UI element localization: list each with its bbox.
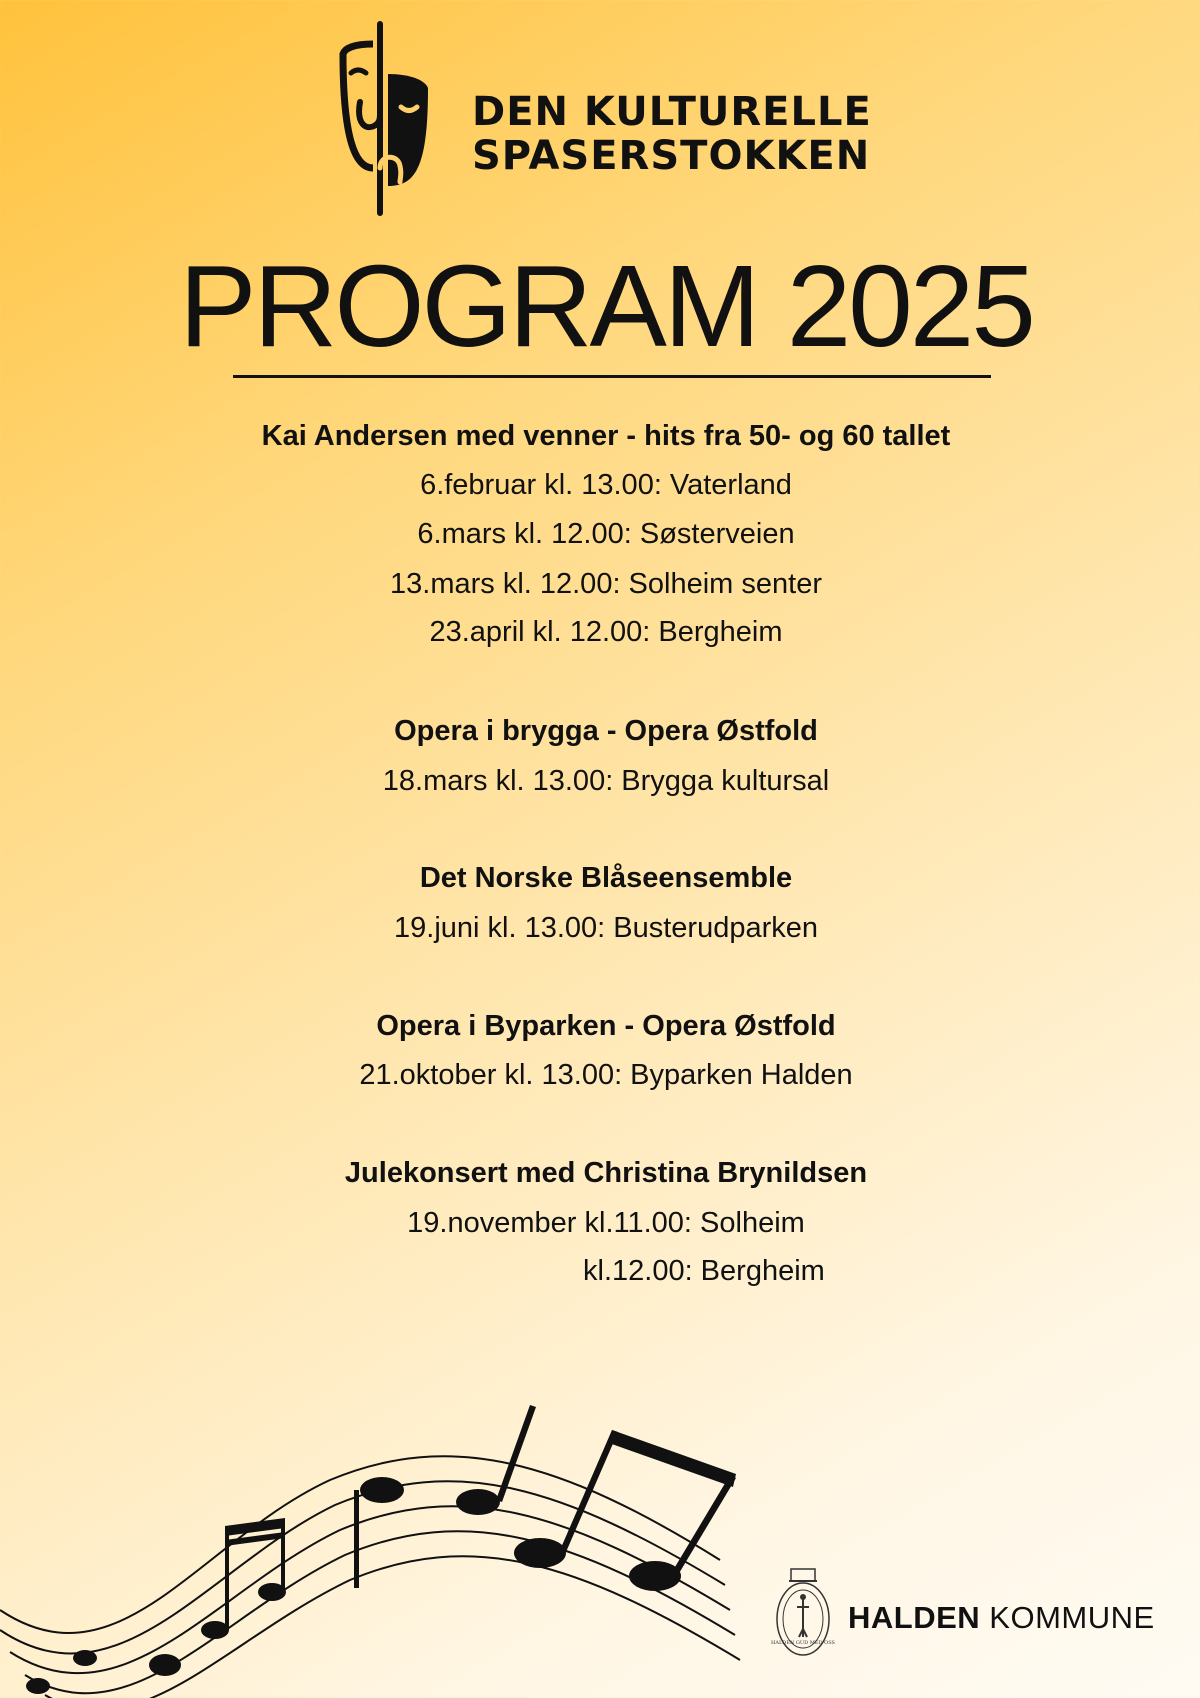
event-date: 6.mars kl. 12.00: Søsterveien [417,518,795,550]
event-date: kl.12.00: Bergheim [583,1255,825,1287]
event-date: 19.juni kl. 13.00: Busterudparken [394,912,818,944]
music-notes-decoration-icon [0,1390,760,1698]
event-date: 23.april kl. 12.00: Bergheim [429,616,783,648]
event-date: 6.februar kl. 13.00: Vaterland [420,469,792,501]
logo-line-1: DEN KULTURELLE [472,89,872,135]
event-date: 13.mars kl. 12.00: Solheim senter [390,568,822,600]
event-heading: Kai Andersen med venner - hits fra 50- og 60 tallet [261,420,951,452]
event-heading: Julekonsert med Christina Brynildsen [344,1157,868,1189]
logo-line-2: SPASERSTOKKEN [472,133,871,179]
event-heading: Opera i Byparken - Opera Østfold [376,1010,836,1042]
event-heading: Det Norske Blåseensemble [419,862,793,894]
logo-wordmark [472,90,872,178]
theatre-mask-logo-icon [335,18,455,218]
event-date: 19.november kl.11.00: Solheim [407,1207,805,1239]
halden-kommune-logo [848,1600,1155,1636]
crest-motto: HALDEN GUD MED OSS [771,1640,835,1646]
event-date: 21.oktober kl. 13.00: Byparken Halden [359,1059,853,1091]
footer-light: KOMMUNE [989,1600,1155,1635]
title-divider [233,375,991,378]
event-date: 18.mars kl. 13.00: Brygga kultursal [382,765,830,797]
page-title: PROGRAM 2025 [179,241,1033,371]
footer-bold: HALDEN [848,1600,981,1635]
event-heading: Opera i brygga - Opera Østfold [394,715,818,747]
